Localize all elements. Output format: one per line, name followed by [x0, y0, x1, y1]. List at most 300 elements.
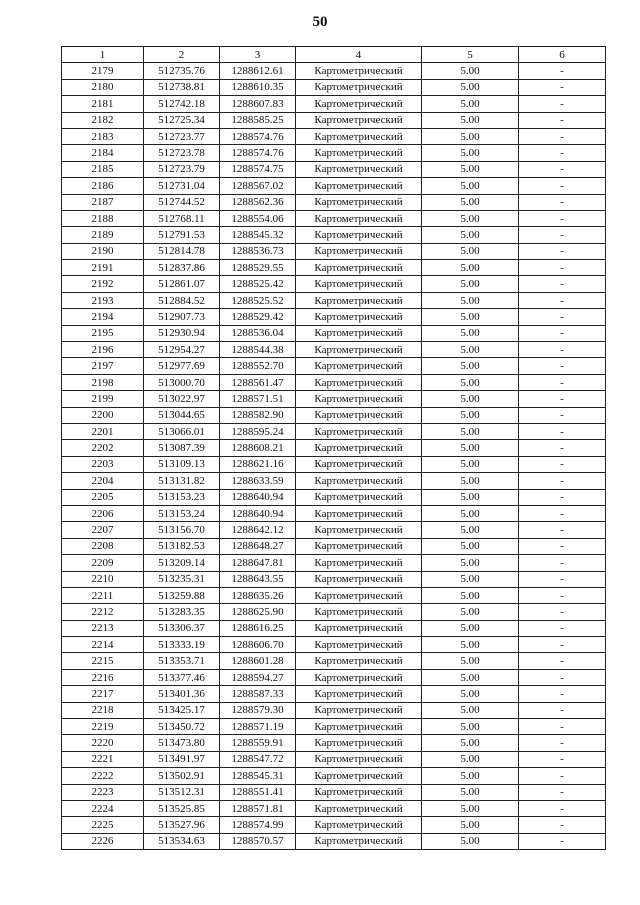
point-number-cell: 2224: [62, 800, 144, 816]
accuracy-cell: 5.00: [422, 112, 519, 128]
y-coordinate-cell: 1288608.21: [220, 440, 296, 456]
x-coordinate-cell: 512735.76: [144, 63, 220, 79]
x-coordinate-cell: 513000.70: [144, 374, 220, 390]
accuracy-cell: 5.00: [422, 473, 519, 489]
accuracy-cell: 5.00: [422, 178, 519, 194]
accuracy-cell: 5.00: [422, 407, 519, 423]
x-coordinate-cell: 513306.37: [144, 620, 220, 636]
method-cell: Картометрический: [296, 128, 422, 144]
x-coordinate-cell: 513259.88: [144, 587, 220, 603]
accuracy-cell: 5.00: [422, 128, 519, 144]
column-header: 1: [62, 47, 144, 63]
point-number-cell: 2189: [62, 227, 144, 243]
note-cell: -: [519, 751, 606, 767]
y-coordinate-cell: 1288574.99: [220, 817, 296, 833]
y-coordinate-cell: 1288642.12: [220, 522, 296, 538]
method-cell: Картометрический: [296, 571, 422, 587]
point-number-cell: 2211: [62, 587, 144, 603]
method-cell: Картометрический: [296, 407, 422, 423]
table-row: [62, 686, 606, 702]
accuracy-cell: 5.00: [422, 620, 519, 636]
method-cell: Картометрический: [296, 800, 422, 816]
accuracy-cell: 5.00: [422, 292, 519, 308]
y-coordinate-cell: 1288547.72: [220, 751, 296, 767]
accuracy-cell: 5.00: [422, 604, 519, 620]
point-number-cell: 2192: [62, 276, 144, 292]
table-row: [62, 833, 606, 849]
accuracy-cell: 5.00: [422, 751, 519, 767]
x-coordinate-cell: 513235.31: [144, 571, 220, 587]
column-header: 4: [296, 47, 422, 63]
table-row: [62, 407, 606, 423]
table-row: [62, 178, 606, 194]
x-coordinate-cell: 513512.31: [144, 784, 220, 800]
table-row: [62, 800, 606, 816]
accuracy-cell: 5.00: [422, 784, 519, 800]
y-coordinate-cell: 1288574.76: [220, 145, 296, 161]
note-cell: -: [519, 784, 606, 800]
note-cell: -: [519, 178, 606, 194]
x-coordinate-cell: 512907.73: [144, 309, 220, 325]
x-coordinate-cell: 512723.79: [144, 161, 220, 177]
note-cell: -: [519, 276, 606, 292]
note-cell: -: [519, 702, 606, 718]
accuracy-cell: 5.00: [422, 161, 519, 177]
y-coordinate-cell: 1288640.94: [220, 489, 296, 505]
point-number-cell: 2201: [62, 423, 144, 439]
method-cell: Картометрический: [296, 505, 422, 521]
point-number-cell: 2205: [62, 489, 144, 505]
y-coordinate-cell: 1288635.26: [220, 587, 296, 603]
note-cell: -: [519, 473, 606, 489]
y-coordinate-cell: 1288571.81: [220, 800, 296, 816]
table-row: [62, 571, 606, 587]
y-coordinate-cell: 1288616.25: [220, 620, 296, 636]
point-number-cell: 2223: [62, 784, 144, 800]
x-coordinate-cell: 513087.39: [144, 440, 220, 456]
x-coordinate-cell: 512791.53: [144, 227, 220, 243]
method-cell: Картометрический: [296, 358, 422, 374]
point-number-cell: 2181: [62, 96, 144, 112]
y-coordinate-cell: 1288595.24: [220, 423, 296, 439]
accuracy-cell: 5.00: [422, 342, 519, 358]
point-number-cell: 2200: [62, 407, 144, 423]
x-coordinate-cell: 513153.24: [144, 505, 220, 521]
method-cell: Картометрический: [296, 96, 422, 112]
method-cell: Картометрический: [296, 325, 422, 341]
accuracy-cell: 5.00: [422, 276, 519, 292]
accuracy-cell: 5.00: [422, 423, 519, 439]
table-row: [62, 587, 606, 603]
table-row: [62, 128, 606, 144]
note-cell: -: [519, 407, 606, 423]
accuracy-cell: 5.00: [422, 96, 519, 112]
column-header: 3: [220, 47, 296, 63]
table-row: [62, 751, 606, 767]
table-row: [62, 374, 606, 390]
note-cell: -: [519, 735, 606, 751]
method-cell: Картометрический: [296, 833, 422, 849]
x-coordinate-cell: 513131.82: [144, 473, 220, 489]
accuracy-cell: 5.00: [422, 63, 519, 79]
point-number-cell: 2184: [62, 145, 144, 161]
point-number-cell: 2194: [62, 309, 144, 325]
accuracy-cell: 5.00: [422, 243, 519, 259]
method-cell: Картометрический: [296, 735, 422, 751]
method-cell: Картометрический: [296, 587, 422, 603]
x-coordinate-cell: 513333.19: [144, 637, 220, 653]
y-coordinate-cell: 1288625.90: [220, 604, 296, 620]
point-number-cell: 2202: [62, 440, 144, 456]
point-number-cell: 2197: [62, 358, 144, 374]
method-cell: Картометрический: [296, 686, 422, 702]
note-cell: -: [519, 161, 606, 177]
accuracy-cell: 5.00: [422, 571, 519, 587]
table-row: [62, 440, 606, 456]
table-row: [62, 112, 606, 128]
point-number-cell: 2190: [62, 243, 144, 259]
coordinates-table: [61, 46, 606, 850]
method-cell: Картометрический: [296, 374, 422, 390]
x-coordinate-cell: 512884.52: [144, 292, 220, 308]
x-coordinate-cell: 512861.07: [144, 276, 220, 292]
y-coordinate-cell: 1288570.57: [220, 833, 296, 849]
accuracy-cell: 5.00: [422, 833, 519, 849]
y-coordinate-cell: 1288607.83: [220, 96, 296, 112]
table-row: [62, 145, 606, 161]
point-number-cell: 2226: [62, 833, 144, 849]
y-coordinate-cell: 1288633.59: [220, 473, 296, 489]
note-cell: -: [519, 79, 606, 95]
y-coordinate-cell: 1288571.51: [220, 391, 296, 407]
point-number-cell: 2219: [62, 719, 144, 735]
point-number-cell: 2212: [62, 604, 144, 620]
point-number-cell: 2222: [62, 768, 144, 784]
point-number-cell: 2182: [62, 112, 144, 128]
accuracy-cell: 5.00: [422, 735, 519, 751]
method-cell: Картометрический: [296, 702, 422, 718]
accuracy-cell: 5.00: [422, 391, 519, 407]
method-cell: Картометрический: [296, 817, 422, 833]
note-cell: -: [519, 456, 606, 472]
x-coordinate-cell: 513502.91: [144, 768, 220, 784]
method-cell: Картометрический: [296, 161, 422, 177]
page-number: 50: [312, 14, 328, 30]
note-cell: -: [519, 833, 606, 849]
y-coordinate-cell: 1288529.42: [220, 309, 296, 325]
table-row: [62, 63, 606, 79]
y-coordinate-cell: 1288587.33: [220, 686, 296, 702]
method-cell: Картометрический: [296, 178, 422, 194]
note-cell: -: [519, 309, 606, 325]
table-row: [62, 309, 606, 325]
note-cell: -: [519, 210, 606, 226]
x-coordinate-cell: 512814.78: [144, 243, 220, 259]
x-coordinate-cell: 513209.14: [144, 555, 220, 571]
y-coordinate-cell: 1288525.42: [220, 276, 296, 292]
note-cell: -: [519, 423, 606, 439]
table-row: [62, 260, 606, 276]
method-cell: Картометрический: [296, 292, 422, 308]
y-coordinate-cell: 1288574.76: [220, 128, 296, 144]
y-coordinate-cell: 1288552.70: [220, 358, 296, 374]
y-coordinate-cell: 1288561.47: [220, 374, 296, 390]
method-cell: Картометрический: [296, 473, 422, 489]
x-coordinate-cell: 512837.86: [144, 260, 220, 276]
y-coordinate-cell: 1288640.94: [220, 505, 296, 521]
accuracy-cell: 5.00: [422, 309, 519, 325]
note-cell: -: [519, 63, 606, 79]
table-row: [62, 358, 606, 374]
point-number-cell: 2183: [62, 128, 144, 144]
accuracy-cell: 5.00: [422, 768, 519, 784]
x-coordinate-cell: 512738.81: [144, 79, 220, 95]
y-coordinate-cell: 1288612.61: [220, 63, 296, 79]
column-header: 6: [519, 47, 606, 63]
method-cell: Картометрический: [296, 555, 422, 571]
note-cell: -: [519, 620, 606, 636]
method-cell: Картометрический: [296, 489, 422, 505]
x-coordinate-cell: 513109.13: [144, 456, 220, 472]
x-coordinate-cell: 512768.11: [144, 210, 220, 226]
method-cell: Картометрический: [296, 637, 422, 653]
method-cell: Картометрический: [296, 604, 422, 620]
y-coordinate-cell: 1288648.27: [220, 538, 296, 554]
x-coordinate-cell: 513401.36: [144, 686, 220, 702]
y-coordinate-cell: 1288585.25: [220, 112, 296, 128]
note-cell: -: [519, 571, 606, 587]
note-cell: -: [519, 505, 606, 521]
point-number-cell: 2195: [62, 325, 144, 341]
method-cell: Картометрический: [296, 112, 422, 128]
y-coordinate-cell: 1288551.41: [220, 784, 296, 800]
y-coordinate-cell: 1288621.16: [220, 456, 296, 472]
method-cell: Картометрический: [296, 768, 422, 784]
note-cell: -: [519, 342, 606, 358]
point-number-cell: 2188: [62, 210, 144, 226]
note-cell: -: [519, 96, 606, 112]
accuracy-cell: 5.00: [422, 702, 519, 718]
accuracy-cell: 5.00: [422, 260, 519, 276]
table-body: [62, 63, 606, 850]
accuracy-cell: 5.00: [422, 555, 519, 571]
point-number-cell: 2208: [62, 538, 144, 554]
note-cell: -: [519, 768, 606, 784]
note-cell: -: [519, 669, 606, 685]
column-header: 2: [144, 47, 220, 63]
y-coordinate-cell: 1288544.38: [220, 342, 296, 358]
table-row: [62, 620, 606, 636]
point-number-cell: 2210: [62, 571, 144, 587]
accuracy-cell: 5.00: [422, 719, 519, 735]
method-cell: Картометрический: [296, 719, 422, 735]
table-row: [62, 473, 606, 489]
x-coordinate-cell: 513534.63: [144, 833, 220, 849]
x-coordinate-cell: 513066.01: [144, 423, 220, 439]
y-coordinate-cell: 1288647.81: [220, 555, 296, 571]
y-coordinate-cell: 1288545.32: [220, 227, 296, 243]
point-number-cell: 2203: [62, 456, 144, 472]
table-row: [62, 325, 606, 341]
accuracy-cell: 5.00: [422, 210, 519, 226]
y-coordinate-cell: 1288610.35: [220, 79, 296, 95]
x-coordinate-cell: 512731.04: [144, 178, 220, 194]
point-number-cell: 2180: [62, 79, 144, 95]
table-row: [62, 817, 606, 833]
method-cell: Картометрический: [296, 227, 422, 243]
method-cell: Картометрический: [296, 538, 422, 554]
table-row: [62, 423, 606, 439]
column-header: 5: [422, 47, 519, 63]
table-row: [62, 522, 606, 538]
point-number-cell: 2225: [62, 817, 144, 833]
x-coordinate-cell: 513525.85: [144, 800, 220, 816]
point-number-cell: 2191: [62, 260, 144, 276]
note-cell: -: [519, 128, 606, 144]
method-cell: Картометрический: [296, 423, 422, 439]
y-coordinate-cell: 1288601.28: [220, 653, 296, 669]
accuracy-cell: 5.00: [422, 145, 519, 161]
table-row: [62, 538, 606, 554]
table-row: [62, 161, 606, 177]
note-cell: -: [519, 587, 606, 603]
accuracy-cell: 5.00: [422, 522, 519, 538]
note-cell: -: [519, 555, 606, 571]
accuracy-cell: 5.00: [422, 587, 519, 603]
accuracy-cell: 5.00: [422, 505, 519, 521]
x-coordinate-cell: 513283.35: [144, 604, 220, 620]
x-coordinate-cell: 512930.94: [144, 325, 220, 341]
y-coordinate-cell: 1288529.55: [220, 260, 296, 276]
table-row: [62, 243, 606, 259]
table-row: [62, 784, 606, 800]
note-cell: -: [519, 243, 606, 259]
method-cell: Картометрический: [296, 440, 422, 456]
table-row: [62, 276, 606, 292]
x-coordinate-cell: 513044.65: [144, 407, 220, 423]
accuracy-cell: 5.00: [422, 637, 519, 653]
point-number-cell: 2204: [62, 473, 144, 489]
point-number-cell: 2198: [62, 374, 144, 390]
point-number-cell: 2196: [62, 342, 144, 358]
table-row: [62, 719, 606, 735]
method-cell: Картометрический: [296, 669, 422, 685]
method-cell: Картометрический: [296, 342, 422, 358]
y-coordinate-cell: 1288525.52: [220, 292, 296, 308]
y-coordinate-cell: 1288643.55: [220, 571, 296, 587]
y-coordinate-cell: 1288574.75: [220, 161, 296, 177]
y-coordinate-cell: 1288606.70: [220, 637, 296, 653]
point-number-cell: 2206: [62, 505, 144, 521]
method-cell: Картометрический: [296, 79, 422, 95]
point-number-cell: 2187: [62, 194, 144, 210]
y-coordinate-cell: 1288536.73: [220, 243, 296, 259]
method-cell: Картометрический: [296, 456, 422, 472]
x-coordinate-cell: 512954.27: [144, 342, 220, 358]
x-coordinate-cell: 513022.97: [144, 391, 220, 407]
y-coordinate-cell: 1288562.36: [220, 194, 296, 210]
table-row: [62, 489, 606, 505]
accuracy-cell: 5.00: [422, 489, 519, 505]
point-number-cell: 2193: [62, 292, 144, 308]
note-cell: -: [519, 112, 606, 128]
table-row: [62, 79, 606, 95]
note-cell: -: [519, 145, 606, 161]
accuracy-cell: 5.00: [422, 817, 519, 833]
point-number-cell: 2214: [62, 637, 144, 653]
method-cell: Картометрический: [296, 751, 422, 767]
table-row: [62, 96, 606, 112]
note-cell: -: [519, 325, 606, 341]
accuracy-cell: 5.00: [422, 79, 519, 95]
note-cell: -: [519, 653, 606, 669]
note-cell: -: [519, 538, 606, 554]
table-row: [62, 194, 606, 210]
note-cell: -: [519, 719, 606, 735]
x-coordinate-cell: 513450.72: [144, 719, 220, 735]
accuracy-cell: 5.00: [422, 374, 519, 390]
method-cell: Картометрический: [296, 210, 422, 226]
table-row: [62, 768, 606, 784]
point-number-cell: 2215: [62, 653, 144, 669]
y-coordinate-cell: 1288594.27: [220, 669, 296, 685]
x-coordinate-cell: 513153.23: [144, 489, 220, 505]
note-cell: -: [519, 358, 606, 374]
y-coordinate-cell: 1288567.02: [220, 178, 296, 194]
y-coordinate-cell: 1288571.19: [220, 719, 296, 735]
table-row: [62, 604, 606, 620]
method-cell: Картометрический: [296, 276, 422, 292]
note-cell: -: [519, 489, 606, 505]
x-coordinate-cell: 512725.34: [144, 112, 220, 128]
y-coordinate-cell: 1288579.30: [220, 702, 296, 718]
table-row: [62, 637, 606, 653]
table-row: [62, 227, 606, 243]
point-number-cell: 2199: [62, 391, 144, 407]
note-cell: -: [519, 522, 606, 538]
accuracy-cell: 5.00: [422, 653, 519, 669]
point-number-cell: 2213: [62, 620, 144, 636]
table-row: [62, 342, 606, 358]
x-coordinate-cell: 512723.78: [144, 145, 220, 161]
method-cell: Картометрический: [296, 309, 422, 325]
note-cell: -: [519, 637, 606, 653]
x-coordinate-cell: 513491.97: [144, 751, 220, 767]
accuracy-cell: 5.00: [422, 440, 519, 456]
note-cell: -: [519, 194, 606, 210]
x-coordinate-cell: 512742.18: [144, 96, 220, 112]
accuracy-cell: 5.00: [422, 194, 519, 210]
note-cell: -: [519, 440, 606, 456]
method-cell: Картометрический: [296, 145, 422, 161]
x-coordinate-cell: 513182.53: [144, 538, 220, 554]
point-number-cell: 2209: [62, 555, 144, 571]
note-cell: -: [519, 260, 606, 276]
note-cell: -: [519, 227, 606, 243]
method-cell: Картометрический: [296, 620, 422, 636]
table-row: [62, 702, 606, 718]
accuracy-cell: 5.00: [422, 325, 519, 341]
note-cell: -: [519, 686, 606, 702]
point-number-cell: 2221: [62, 751, 144, 767]
accuracy-cell: 5.00: [422, 800, 519, 816]
accuracy-cell: 5.00: [422, 538, 519, 554]
accuracy-cell: 5.00: [422, 227, 519, 243]
method-cell: Картометрический: [296, 784, 422, 800]
x-coordinate-cell: 513473.80: [144, 735, 220, 751]
method-cell: Картометрический: [296, 522, 422, 538]
table-row: [62, 292, 606, 308]
